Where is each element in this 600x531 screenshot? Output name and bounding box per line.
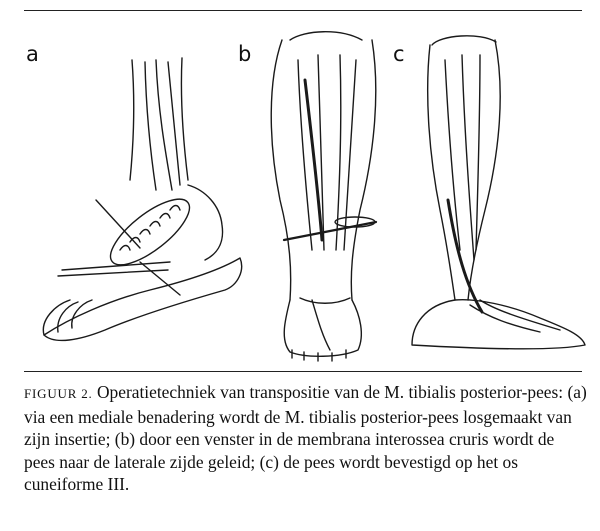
panel-c-leg-back-outline bbox=[468, 40, 500, 300]
panel-c-foot bbox=[412, 300, 585, 349]
panel-a-toes bbox=[43, 300, 92, 335]
panel-a-retractor-1 bbox=[96, 200, 140, 248]
panel-c-leg-front-outline bbox=[428, 45, 455, 300]
panel-a-leg-lateral-outline bbox=[181, 58, 188, 180]
panel-letter-a: a bbox=[26, 42, 39, 66]
figure-caption bbox=[24, 381, 588, 496]
panel-c-foot-bones bbox=[470, 300, 560, 332]
panel-b-drawing bbox=[271, 32, 376, 361]
panel-a-foot-sole bbox=[44, 258, 242, 340]
panel-a-malleolus bbox=[188, 185, 223, 260]
caption-text: Operatietechniek van transpositie van de M. tibialis posterior-pees: (a) via een mediale benadering wordt de M. tibialis posterior-pees losgemaakt van zijn insertie; (b) door een venster in de membrana interossea cruris wordt de pees naar de laterale zijde geleid; (c) de pees wordt bevestigd op het os cuneiforme III. bbox=[24, 382, 587, 494]
panel-b-foot bbox=[284, 300, 361, 356]
panel-c-drawing bbox=[412, 36, 585, 349]
figure-label: FIGUUR 2. bbox=[24, 386, 93, 401]
panel-c-muscle-lines bbox=[445, 55, 480, 260]
panel-b-knee bbox=[290, 32, 362, 40]
panel-a-leg-medial-outline bbox=[130, 60, 134, 180]
panel-a-drawing bbox=[43, 58, 241, 340]
panel-a-incision bbox=[101, 188, 199, 275]
panel-a-retractor-4 bbox=[140, 262, 180, 295]
panel-a-sutures bbox=[120, 206, 180, 251]
panel-b-tendon-through bbox=[284, 222, 376, 240]
panel-b-leg-left-outline bbox=[271, 40, 290, 300]
panel-letter-b: b bbox=[238, 42, 252, 66]
panel-a-tendon-lines bbox=[145, 60, 180, 190]
panel-b-ankle-lines bbox=[300, 298, 350, 350]
panel-letter-c: c bbox=[393, 42, 405, 66]
caption-rule bbox=[24, 371, 582, 372]
panel-a-retractor-2 bbox=[62, 262, 170, 270]
panel-c-knee bbox=[432, 36, 496, 45]
